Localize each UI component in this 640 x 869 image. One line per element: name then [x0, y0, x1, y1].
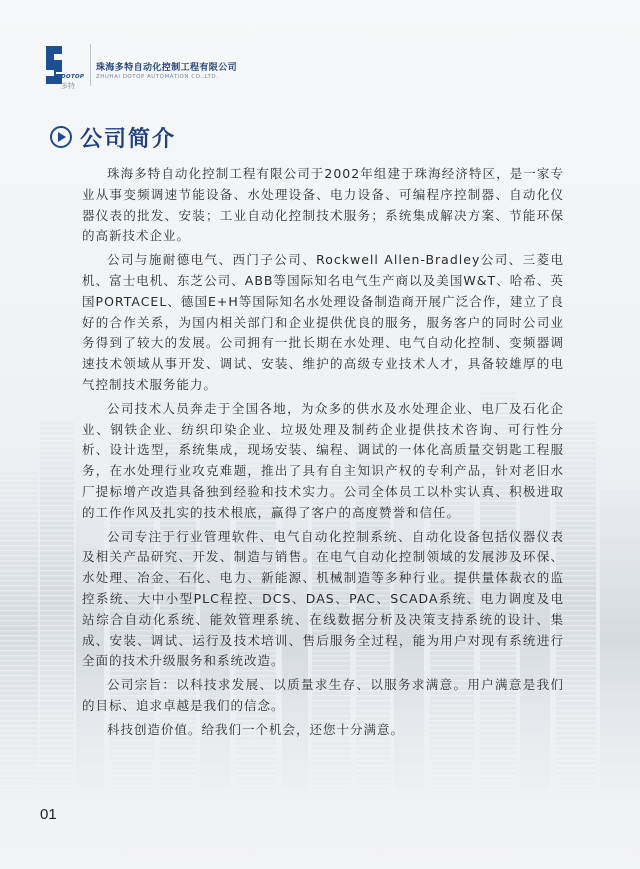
page-number: 01 — [40, 806, 57, 823]
section-title: 公司简介 — [80, 126, 177, 152]
company-intro-body — [82, 164, 564, 744]
company-name-chinese: 珠海多特自动化控制工程有限公司 — [96, 63, 238, 73]
header-divider — [90, 44, 91, 86]
paragraph-overview: 珠海多特自动化控制工程有限公司于2002年组建于珠海经济特区，是一家专业从事变频调速节能设备、水处理设备、电力设备、可编程序控制器、自动化仪器仪表的批发、安装；工业自动化控制技术服务；系统集成解决方案、节能环保的高新技术企业。 — [82, 166, 564, 244]
paragraph-services: 公司技术人员奔走于全国各地，为众多的供水及水处理企业、电厂及石化企业、钢铁企业、纺织印染企业、垃圾处理及制药企业提供技术咨询、可行性分析、设计选型，系统集成，现场安装、编程、调试的一体化高质量交钥匙工程服务，在水处理行业攻克难题，推出了具有自主知识产权的专利产品，针对老旧水厂提标增产改造具备独到经验和技术实力。公司全体员工以朴实认真、积极进取的工作作风及扎实的技术根底，赢得了客户的高度赞誉和信任。 — [82, 400, 564, 520]
paragraph-slogan: 科技创造价值。给我们一个机会，还您十分满意。 — [107, 721, 405, 737]
company-name-english: ZHUHAI DOTOP AUTOMATION CO.,LTD. — [96, 74, 219, 80]
logo-chinese: 多特 — [61, 82, 75, 90]
paragraph-mission: 公司宗旨：以科技求发展、以质量求生存、以服务求满意。用户满意是我们的目标、追求卓越是我们的信念。 — [82, 677, 564, 713]
page-header — [0, 0, 640, 100]
paragraph-focus: 公司专注于行业管理软件、电气自动化控制系统、自动化设备包括仪器仪表及相关产品研究、开发、制造与销售。在电气自动化控制领域的发展涉及环保、水处理、冶金、石化、电力、新能源、机械制造等多种行业。提供量体裁衣的监控系统、大中小型PLC程控、DCS、DAS、PAC、SCADA系统、电力调度及电站综合自动化系统、能效管理系统、在线数据分析及决策支持系统的设计、集成、安装、调试、运行及技术培训、售后服务全过程，能为用户对现有系统进行全面的技术升级服务和系统改造。 — [82, 528, 564, 669]
section-heading — [50, 122, 176, 152]
paragraph-partners: 公司与施耐德电气、西门子公司、Rockwell Allen-Bradley公司、三菱电机、富士电机、东芝公司、ABB等国际知名电气生产商以及美国W&T、哈希、英国PORTACEL、德国E+H等国际知名水处理设备制造商开展广泛合作，建立了良好的合作关系，为国内相关部门和企业提供优良的服务，服务客户的同时公司业务得到了较大的发展。公司拥有一批长期在水处理、电气自动化控制、变频器调速技术领域从事开发、调试、安装、维护的高级专业技术人才，具备较雄厚的电气控制技术服务能力。 — [82, 252, 564, 392]
play-icon — [50, 126, 72, 148]
logo-english: DOTOP — [61, 74, 85, 80]
